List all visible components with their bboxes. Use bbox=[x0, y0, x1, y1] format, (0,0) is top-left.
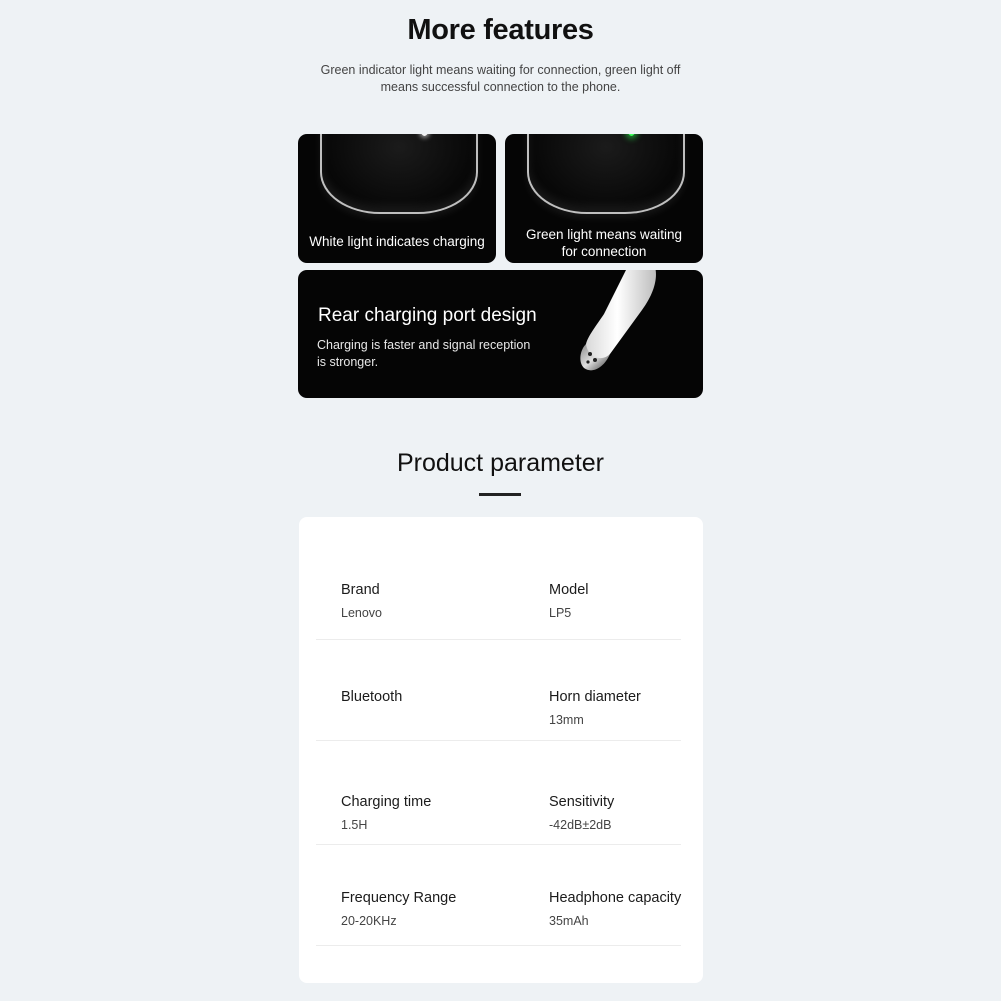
parameter-row bbox=[316, 845, 681, 946]
parameter-value: 1.5H bbox=[341, 818, 368, 832]
rear-charging-description bbox=[317, 337, 532, 371]
green-light-card bbox=[505, 134, 703, 263]
parameter-value: 13mm bbox=[549, 713, 584, 727]
parameter-cell bbox=[549, 689, 641, 727]
features-subtitle bbox=[300, 62, 701, 96]
rear-charging-card bbox=[298, 270, 703, 398]
parameter-row bbox=[316, 741, 681, 845]
rear-charging-line-2: is stronger. bbox=[317, 355, 379, 369]
product-parameter-title: Product parameter bbox=[396, 449, 605, 477]
green-light-caption bbox=[505, 226, 703, 260]
parameter-cell bbox=[341, 890, 456, 928]
parameter-label: Bluetooth bbox=[341, 689, 403, 705]
green-led-icon bbox=[628, 134, 635, 136]
subtitle-line-1: Green indicator light means waiting for connection, green light off bbox=[320, 63, 681, 77]
parameter-label: Brand bbox=[341, 582, 380, 598]
parameter-row bbox=[316, 640, 681, 741]
parameter-panel bbox=[299, 517, 703, 983]
parameter-label: Charging time bbox=[341, 794, 432, 810]
parameter-value: -42dB±2dB bbox=[549, 818, 612, 832]
white-light-card bbox=[298, 134, 496, 263]
parameter-label: Horn diameter bbox=[549, 689, 641, 705]
rear-charging-line-1: Charging is faster and signal reception bbox=[317, 338, 531, 352]
parameter-value: LP5 bbox=[549, 606, 572, 620]
parameter-value: 35mAh bbox=[549, 914, 589, 928]
rear-charging-title: Rear charging port design bbox=[318, 305, 537, 326]
subtitle-line-2: means successful connection to the phone. bbox=[380, 80, 621, 94]
parameter-value: 20-20KHz bbox=[341, 914, 397, 928]
parameter-row bbox=[316, 517, 681, 640]
white-led-icon bbox=[421, 134, 428, 136]
earbud-illustration bbox=[320, 134, 478, 214]
more-features-title: More features bbox=[407, 14, 594, 46]
parameter-cell bbox=[549, 582, 589, 620]
parameter-label: Headphone capacity bbox=[549, 890, 682, 906]
earbud-illustration bbox=[527, 134, 685, 214]
parameter-value: Lenovo bbox=[341, 606, 383, 620]
parameter-label: Sensitivity bbox=[549, 794, 615, 810]
parameter-cell bbox=[549, 890, 681, 928]
parameter-label: Frequency Range bbox=[341, 890, 457, 906]
parameter-cell bbox=[341, 582, 382, 620]
parameter-cell bbox=[341, 794, 431, 832]
parameter-label: Model bbox=[549, 582, 589, 598]
parameter-cell bbox=[341, 689, 402, 713]
parameter-cell bbox=[549, 794, 614, 832]
section-underline bbox=[479, 493, 521, 496]
white-light-caption: White light indicates charging bbox=[309, 234, 485, 249]
earbud-stem-image bbox=[560, 270, 680, 398]
green-light-caption-line-1: Green light means waiting bbox=[525, 227, 683, 242]
green-light-caption-line-2: for connection bbox=[561, 244, 647, 259]
